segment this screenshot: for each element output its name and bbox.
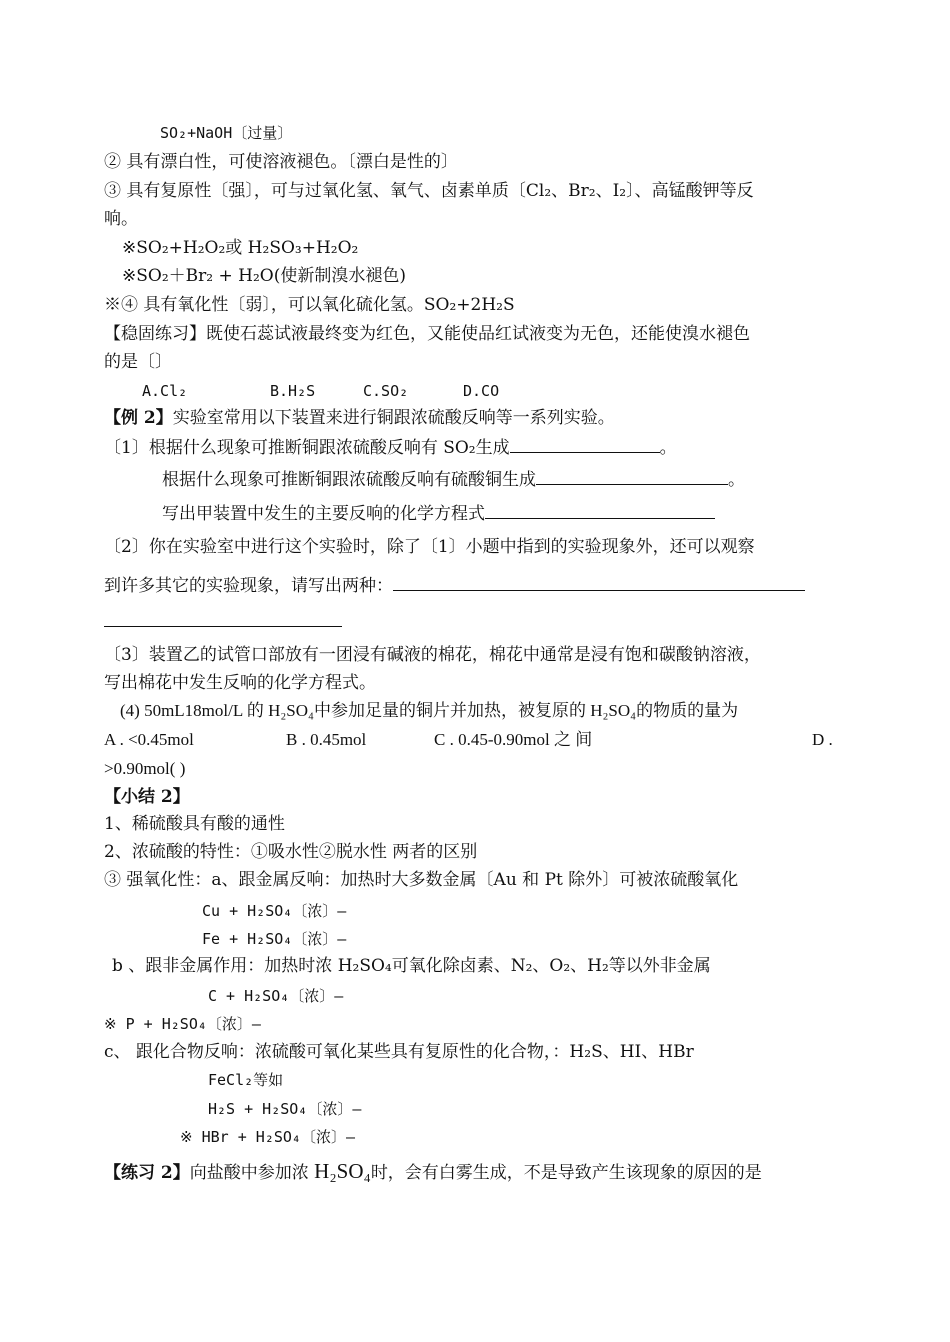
question-1 bbox=[104, 436, 677, 458]
answer-blank[interactable] bbox=[393, 574, 805, 591]
option-b: B . 0.45mol bbox=[286, 730, 367, 749]
text-line: SO₂+NaOH〔过量〕 bbox=[160, 124, 293, 142]
period: 。 bbox=[728, 470, 745, 490]
answer-blank[interactable] bbox=[510, 436, 660, 453]
text-line: c、 跟化合物反响：浓硫酸可氧化某些具有复原性的化合物，：H₂S、HI、HBr bbox=[104, 1042, 694, 1062]
text-line: ※SO₂+H₂O₂或 H₂SO₃+H₂O₂ bbox=[122, 238, 359, 258]
practice-label: 【练习 2】 bbox=[104, 1163, 190, 1183]
answer-blank[interactable] bbox=[536, 468, 728, 485]
example-heading bbox=[104, 407, 615, 429]
question-text: 根据什么现象可推断铜跟浓硫酸反响有硫酸铜生成 bbox=[162, 470, 536, 490]
text-line: FeCl₂等如 bbox=[208, 1071, 284, 1089]
practice-text: 时，会有白雾生成，不是导致产生该现象的原因的是 bbox=[370, 1163, 762, 1183]
text-line: ③ 强氧化性：a、跟金属反响：加热时大多数金属〔Au 和 Pt 除外〕可被浓硫酸氧化 bbox=[104, 870, 739, 890]
example-label: 【例 2】 bbox=[104, 408, 173, 428]
question-text: 写出甲装置中发生的主要反响的化学方程式 bbox=[162, 504, 485, 524]
answer-blank[interactable] bbox=[485, 502, 715, 519]
question-text: 到许多其它的实验现象，请写出两种： bbox=[104, 576, 393, 596]
text-line: 1、稀硫酸具有酸的通性 bbox=[104, 814, 285, 834]
equation: H₂S + H₂SO₄〔浓〕— bbox=[208, 1100, 362, 1118]
equation: Fe + H₂SO₄〔浓〕— bbox=[202, 930, 347, 948]
option-d: D.CO bbox=[463, 382, 500, 400]
question-1c bbox=[162, 502, 715, 524]
answer-blank-line[interactable] bbox=[104, 626, 342, 627]
formula: H₂SO₄ bbox=[314, 1159, 371, 1183]
equation: Cu + H₂SO₄〔浓〕— bbox=[202, 902, 347, 920]
text-line: 响。 bbox=[104, 209, 138, 229]
option-d: D . bbox=[812, 730, 833, 749]
period: 。 bbox=[659, 438, 677, 458]
text-line: ※SO₂＋Br₂ + H₂O(使新制溴水褪色) bbox=[122, 266, 406, 286]
option-c: C.SO₂ bbox=[363, 382, 409, 400]
text-line: 【稳固练习】既使石蕊试液最终变为红色，又能使品红试液变为无色，还能使溴水褪色 bbox=[104, 324, 750, 344]
text-line: ② 具有漂白性，可使溶液褪色。〔漂白是性的〕 bbox=[104, 152, 458, 172]
text-line: 〔3〕装置乙的试管口部放有一团浸有碱液的棉花，棉花中通常是浸有饱和碳酸钠溶液， bbox=[104, 645, 761, 665]
equation: ※ HBr + H₂SO₄〔浓〕— bbox=[180, 1128, 355, 1146]
equation: C + H₂SO₄〔浓〕— bbox=[208, 987, 344, 1005]
option-c: C . 0.45-0.90mol 之 间 bbox=[434, 730, 593, 749]
text-line: 〔2〕你在实验室中进行这个实验时，除了〔1〕小题中指到的实验现象外，还可以观察 bbox=[104, 537, 755, 557]
option-a: A.Cl₂ bbox=[142, 382, 188, 400]
option-d-value: >0.90mol( ) bbox=[104, 759, 186, 778]
question-2 bbox=[104, 574, 805, 596]
practice-text: 向盐酸中参加浓 bbox=[189, 1163, 315, 1183]
question-1b bbox=[162, 468, 745, 490]
example-text: 实验室常用以下装置来进行铜跟浓硫酸反响等一系列实验。 bbox=[172, 408, 615, 428]
question-4: (4) 50mL18mol/L 的 H₂SO₄中参加足量的铜片并加热，被复原的 H₂SO₄的物质的量为 bbox=[120, 701, 739, 720]
equation: ※ P + H₂SO₄〔浓〕— bbox=[104, 1015, 261, 1033]
option-b: B.H₂S bbox=[270, 382, 316, 400]
text-line: 2、浓硫酸的特性：①吸水性②脱水性 两者的区别 bbox=[104, 842, 478, 862]
text-line: b 、跟非金属作用：加热时浓 H₂SO₄可氧化除卤素、N₂、O₂、H₂等以外非金属 bbox=[112, 956, 711, 976]
text-line: ※④ 具有氧化性〔弱〕，可以氧化硫化氢。SO₂+2H₂S bbox=[104, 295, 515, 315]
question-text: 〔1〕根据什么现象可推断铜跟浓硫酸反响有 SO₂生成 bbox=[104, 438, 510, 458]
option-a: A . <0.45mol bbox=[104, 730, 194, 749]
practice-2 bbox=[104, 1160, 762, 1182]
text-line: 的是〔〕 bbox=[104, 352, 172, 372]
text-line: 写出棉花中发生反响的化学方程式。 bbox=[104, 673, 376, 693]
text-line: ③ 具有复原性〔强〕，可与过氧化氢、氧气、卤素单质〔Cl₂、Br₂、I₂〕、高锰酸钾等反 bbox=[104, 181, 754, 201]
summary-heading: 【小结 2】 bbox=[104, 787, 190, 807]
